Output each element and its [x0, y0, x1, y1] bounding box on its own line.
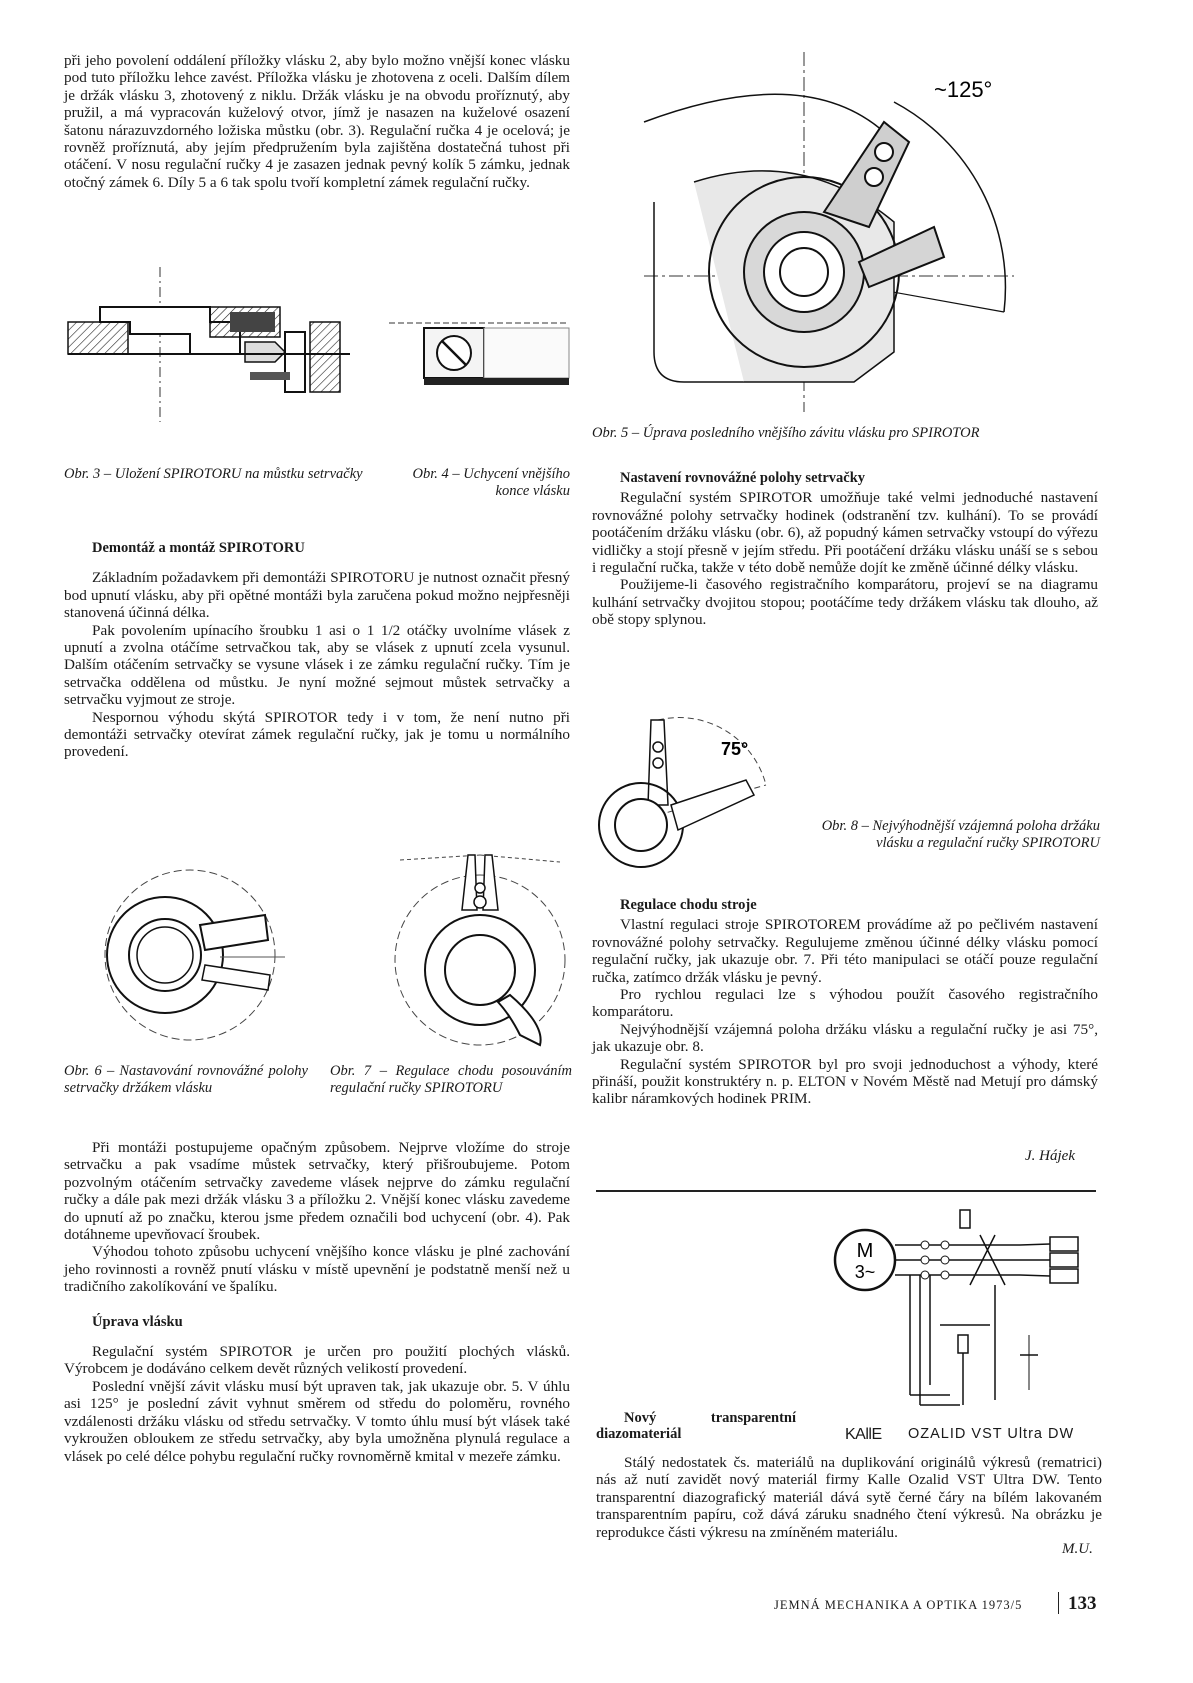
section-novy-body: Stálý nedostatek čs. materiálů na duplikování originálů výkresů (rematrici) nás až nutí zavidět nový materiál firmy Kalle Ozalid VST Ultra DW. Tento transparentní diazografický materiál dává sytě černé čáry na bílém lakovaném transparentním papíru, což dává záruku snadného čtení výkresů. Na obrázku je reprodukce části výkresu na zmíněném materiálu.: [596, 1454, 1102, 1541]
kalle-logo: KAllE: [845, 1426, 882, 1443]
section-demontaz: Demontáž a montáž SPIROTORU Základním požadavkem při demontáži SPIROTORU je nutnost označit přesný bod upnutí vlásku, aby při opětné montáži byla zaručena pokud možno nejpřesněji stanovená účinná délka. Pak povolením upínacího šroubku 1 asi o 1 1/2 otáčky uvolníme vlásek z upnutí a zvolna otáčíme setrvačkou tak, aby se vlásek z upnutí zcela vysunul. Dalším otáčením setrvačky se vysune vlásek i ze zámku regulační ručky. Tím je setrvačka oddělena od můstku. Je nyní možné sejmout můstek setrvačky a setrvačku vyjmout ze stroje. Nespornou výhodu skýtá SPIROTOR tedy i v tom, že není nutno při demontáži setrvačky otevírat zámek regulační ručky, jak je tomu u normálního provedení.: [64, 540, 570, 761]
figure-8-angle-label: 75°: [721, 739, 749, 759]
figure-7-caption: Obr. 7 – Regulace chodu posouváním regulační ručky SPIROTORU: [330, 1063, 572, 1096]
figure-6-drawing: [90, 860, 290, 1050]
heading-demontaz: Demontáž a montáž SPIROTORU: [92, 540, 305, 556]
journal-footer: JEMNÁ MECHANIKA A OPTIKA 1973/5: [774, 1598, 1023, 1612]
heading-regulace: Regulace chodu stroje: [620, 897, 757, 913]
figure-3-caption: Obr. 3 – Uložení SPIROTORU na můstku setrvačky: [64, 466, 363, 482]
section-novy-heading: [596, 1410, 796, 1442]
heading-uprava: Úprava vlásku: [92, 1313, 183, 1330]
figure-4-drawing: [384, 318, 574, 398]
motor-label-phase: 3~: [854, 1262, 876, 1282]
figure-8-drawing: [596, 705, 796, 890]
figure-8-caption: Obr. 8 – Nejvýhodnější vzájemná poloha držáku vlásku a regulační ručky SPIROTORU: [821, 818, 1100, 851]
page-number: 133: [1068, 1593, 1097, 1614]
intro-paragraph: při jeho povolení oddálení příložky vlásku 2, aby bylo možno vnější konec vlásku pod tuto příložku lehce zavést. Příložka vlásku je zhotovena z oceli. Dalším dílem je držák vlásku 3, zhotovený z niklu. Držák vlásku je na obvodu proříznutý, aby pružil, a má vypracován kuželový otvor, jímž je nasazen na kuželové osazení šatonu nárazuvzdorného ložiska můstku (obr. 3). Regulační ručka 4 je ocelová; je rovněž proříznutá, aby jejím předpružením byla zajištěna dostatečná tuhost při otáčení. V nosu regulační ručky 4 je zasazen jednak pevný kolík 5 zámku, jednak otočný zámek 6. Díly 5 a 6 tak spolu tvoří kompletní zámek regulační ručky.: [64, 52, 570, 191]
figure-3-drawing: [60, 262, 360, 427]
heading-nastaveni: Nastavení rovnovážné polohy setrvačky: [620, 470, 866, 486]
author-signature: J. Hájek: [1025, 1148, 1075, 1164]
figure-5-drawing: [634, 52, 1104, 412]
motor-label-m: M: [856, 1240, 874, 1262]
figure-7-drawing: [380, 850, 580, 1055]
ozalid-product-name: OZALID VST Ultra DW: [908, 1426, 1075, 1442]
heading-novy: Nový transparentní diazomateriál: [596, 1410, 796, 1442]
figure-5-caption: Obr. 5 – Úprava posledního vnějšího závitu vlásku pro SPIROTOR: [592, 425, 980, 441]
section-divider: [596, 1190, 1096, 1192]
figure-5-angle-label: ~125°: [934, 77, 993, 102]
author-initials: M.U.: [1062, 1541, 1093, 1557]
footer-divider: [1058, 1592, 1059, 1614]
section-nastaveni: Nastavení rovnovážné polohy setrvačky Regulační systém SPIROTOR umožňuje také velmi jednoduché nastavení rovnovážné polohy setrvačky hodinek (odstranění tzv. kulhání). To se provádí pootáčením držáku vlásku (obr. 6), až popudný kámen setrvačky vstoupí do výřezu vidličky a stojí přesně v jejím středu. Při pootáčení držáku vlásku unáší se s sebou i regulační ručka, takže v této době nemůže dojít ke změně účinné délky vlásku. Použijeme-li časového registračního komparátoru, projeví se na diagramu kulhání setrvačky dvojitou stopou; pootáčíme tedy držákem vlásku tak dlouho, až obě stopy splynou.: [592, 470, 1098, 629]
section-montaz: Při montáži postupujeme opačným způsobem. Nejprve vložíme do stroje setrvačku a pak vsadíme můstek setrvačky, který přišroubujeme. Potom pozvolným otáčením setrvačky zavedeme vlásek nejprve do zámku regulační ručky a dále pak mezi držák vlásku 3 a příložku 2. Vnější konec vlásku zavedeme do upnutí až po značku, kterou jsme předem označili bod uchycení (obr. 4). Pak dotáhneme upevňovací šroubek. Výhodou tohoto způsobu uchycení vnějšího konce vlásku je plné zachování jeho rovinnosti a rovněž pnutí vlásku v místě upevnění je podstatně menší než u tradičního zakolíkování ve špalíku. Úprava vlásku Regulační systém SPIROTOR je určen pro použití plochých vlásků. Výrobcem je dodáváno celkem devět různých velikostí provedení. Poslední vnější závit vlásku musí být upraven tak, jak ukazuje obr. 5. V úhlu asi 125° je poslední závit vyhnut směrem od středu do poloměru, rovného vzdálenosti držáku vlásku od středu setrvačky. V tomto úhlu musí být vlásek také vykroužen obloukem ze středu setrvačky, aby byla umožněna plynulá regulace a vlásek po celé délce pohybu regulační ručky rovnoměrně kmital v mezeře zámku.: [64, 1139, 570, 1465]
figure-4-caption: Obr. 4 – Uchycení vnějšího konce vlásku: [412, 466, 570, 499]
motor-circuit-diagram: [820, 1205, 1100, 1420]
section-regulace: Regulace chodu stroje Vlastní regulaci stroje SPIROTOREM provádíme až po pečlivém nastavení rovnovážné polohy setrvačky. Regulujeme změnou účinné délky vlásku pomocí regulační ručky, jak ukazuje obr. 7. Při této manipulaci se otáčí pouze regulační ručka, zatímco držák vlásku je pevný. Pro rychlou regulaci lze s výhodou použít časového registračního komparátoru. Nejvýhodnější vzájemná poloha držáku vlásku a regulační ručky je asi 75°, jak ukazuje obr. 8. Regulační systém SPIROTOR byl pro svoji jednoduchost a výhody, které přináší, použit konstruktéry n. p. ELTON v Novém Městě nad Metují pro dámský kalibr náramkových hodinek PRIM.: [592, 897, 1098, 1108]
figure-6-caption: Obr. 6 – Nastavování rovnovážné polohy setrvačky držákem vlásku: [64, 1063, 308, 1096]
